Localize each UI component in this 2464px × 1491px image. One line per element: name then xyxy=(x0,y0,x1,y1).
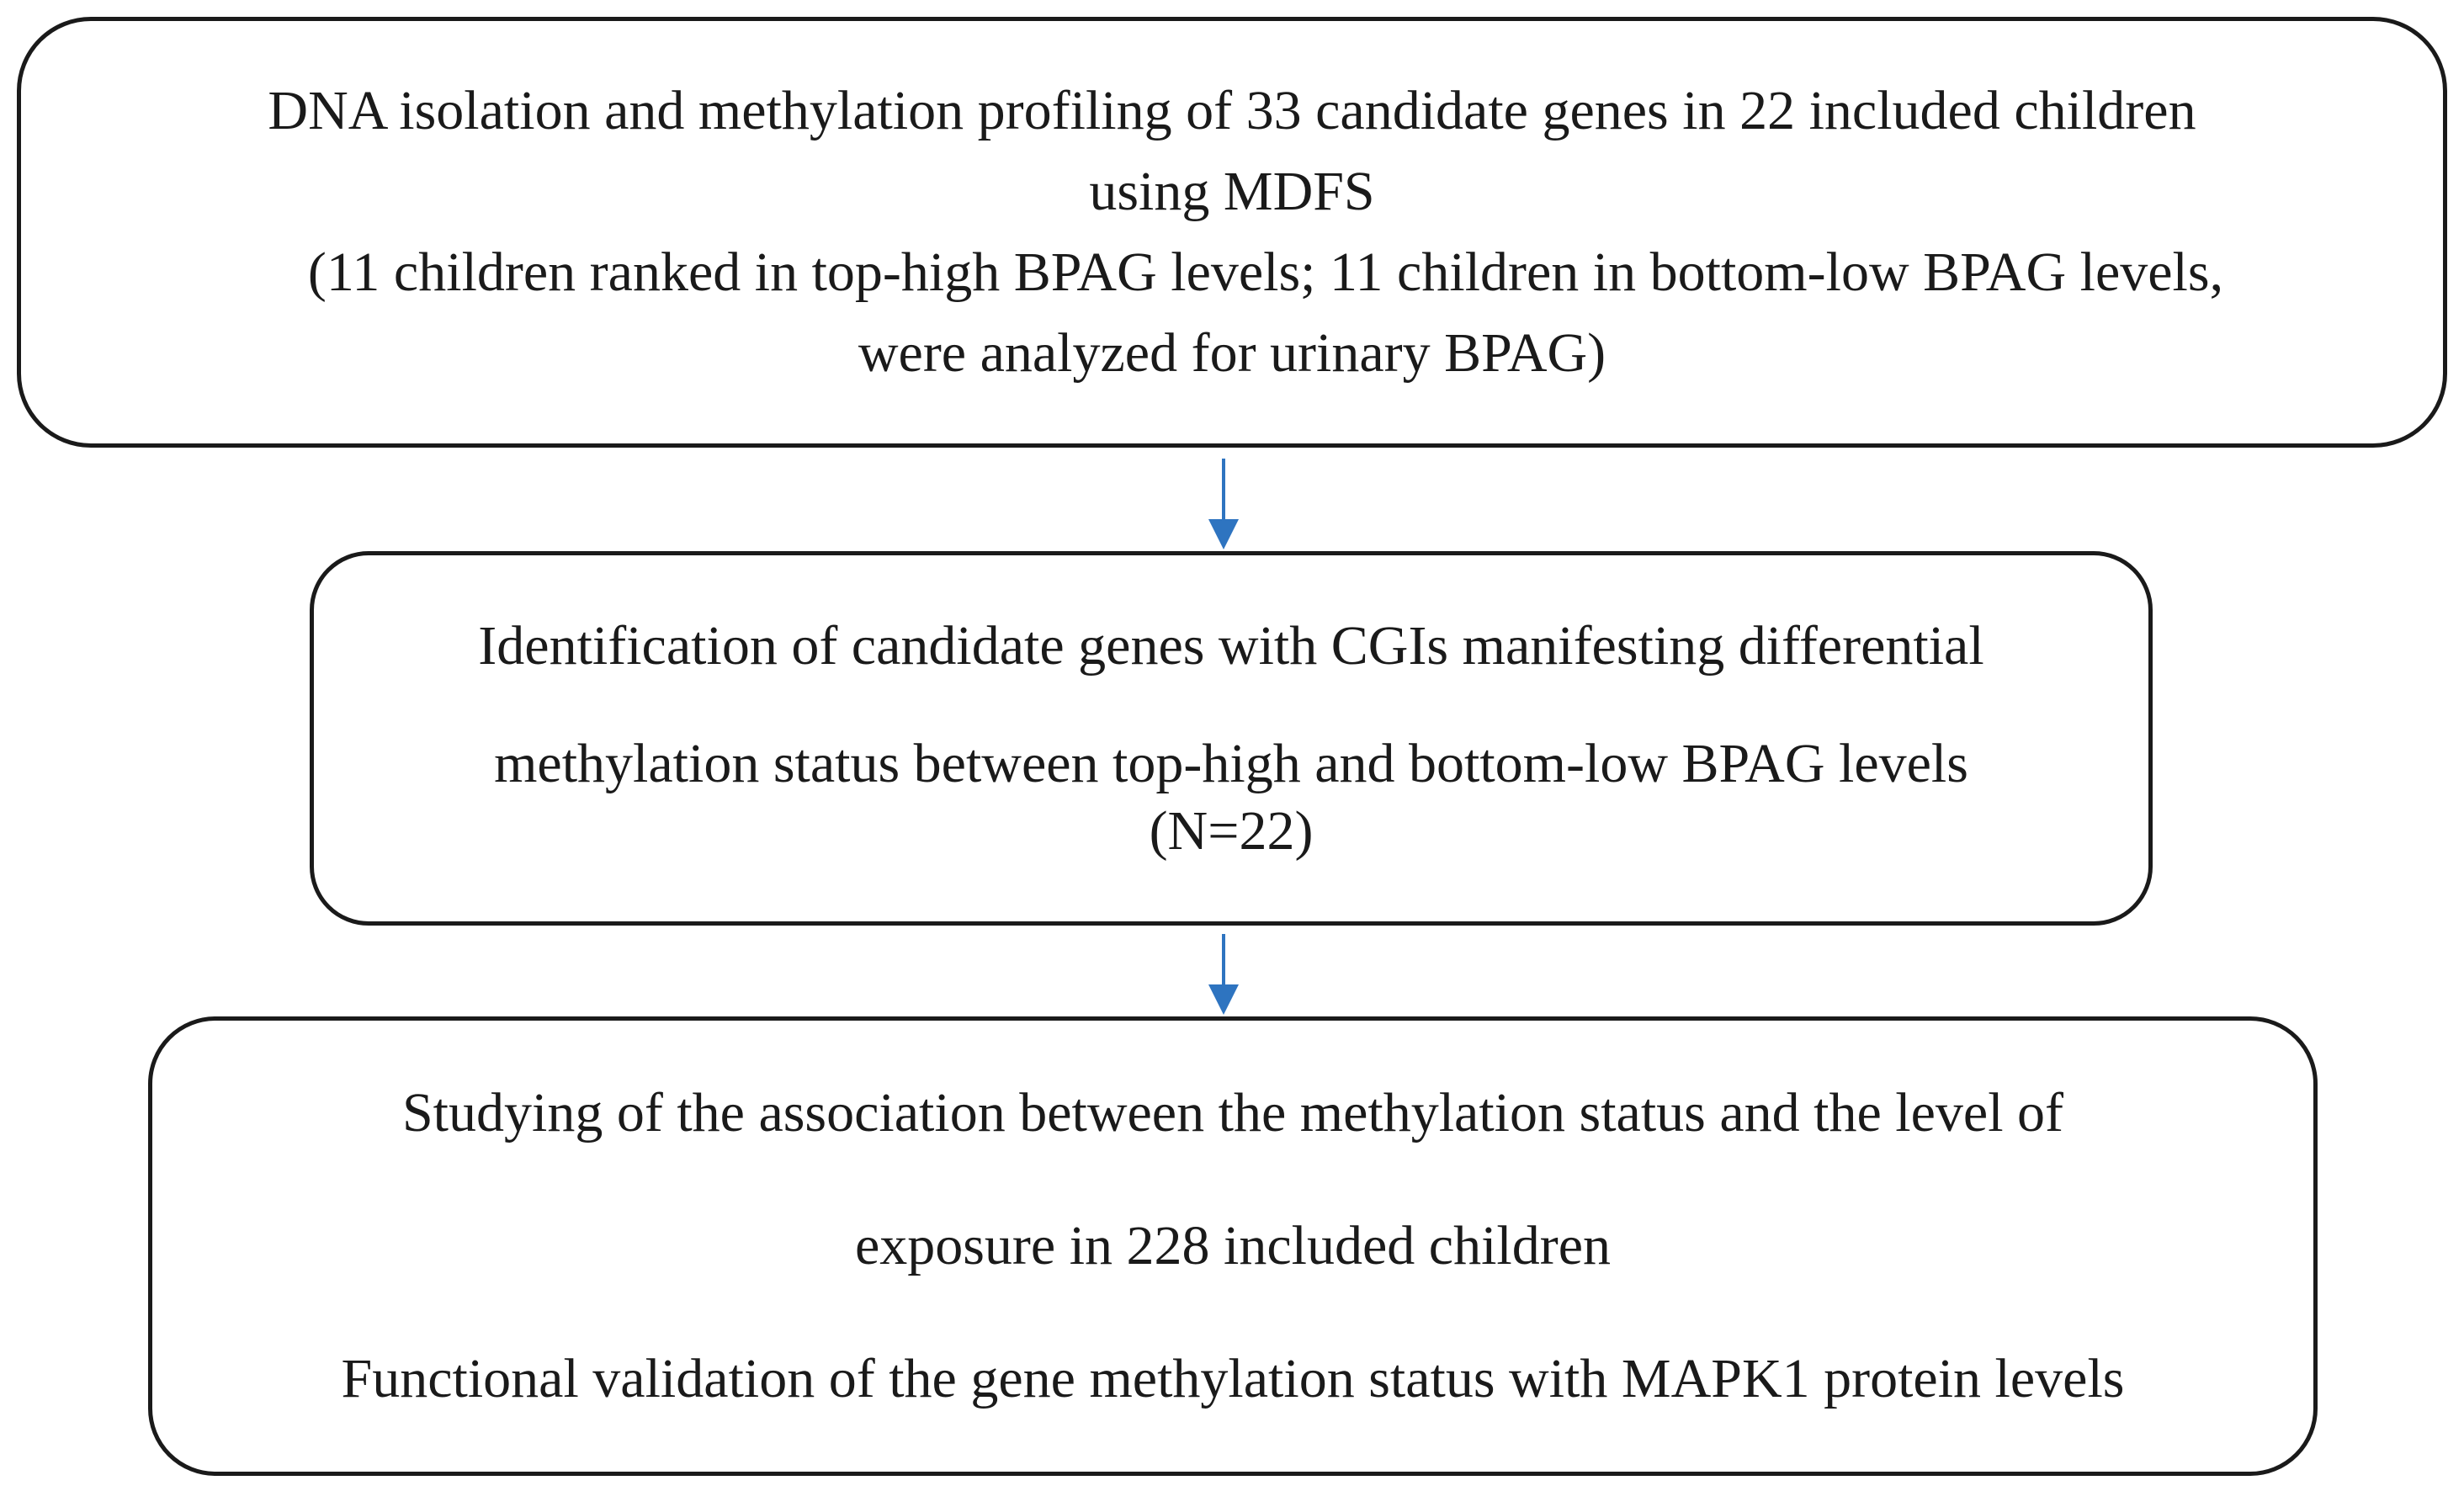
step-1-line-3: (11 children ranked in top-high BPAG levels; 11 children in bottom-low BPAG levels, xyxy=(307,241,2224,303)
step-2-line-3: (N=22) xyxy=(1149,799,1314,862)
step-1-line-4: were analyzed for urinary BPAG) xyxy=(858,322,1606,384)
step-3-line-3: Functional validation of the gene methylation status with MAPK1 protein levels xyxy=(341,1348,2125,1409)
step-2-line-1: Identification of candidate genes with CGIs manifesting differential xyxy=(478,614,1984,677)
step-1-line-2: using MDFS xyxy=(1089,161,1375,222)
step-2-box xyxy=(310,551,2153,926)
arrow-down-icon xyxy=(1207,459,1240,551)
step-3-line-1: Studying of the association between the methylation status and the level of xyxy=(401,1082,2064,1143)
step-3-line-2: exposure in 228 included children xyxy=(854,1215,1612,1276)
step-1-box xyxy=(17,17,2447,448)
step-3-box xyxy=(148,1016,2318,1476)
arrow-down-icon xyxy=(1207,934,1240,1016)
step-1-line-1: DNA isolation and methylation profiling of 33 candidate genes in 22 included children xyxy=(268,80,2196,141)
step-2-line-2: methylation status between top-high and bottom-low BPAG levels xyxy=(494,732,1968,794)
